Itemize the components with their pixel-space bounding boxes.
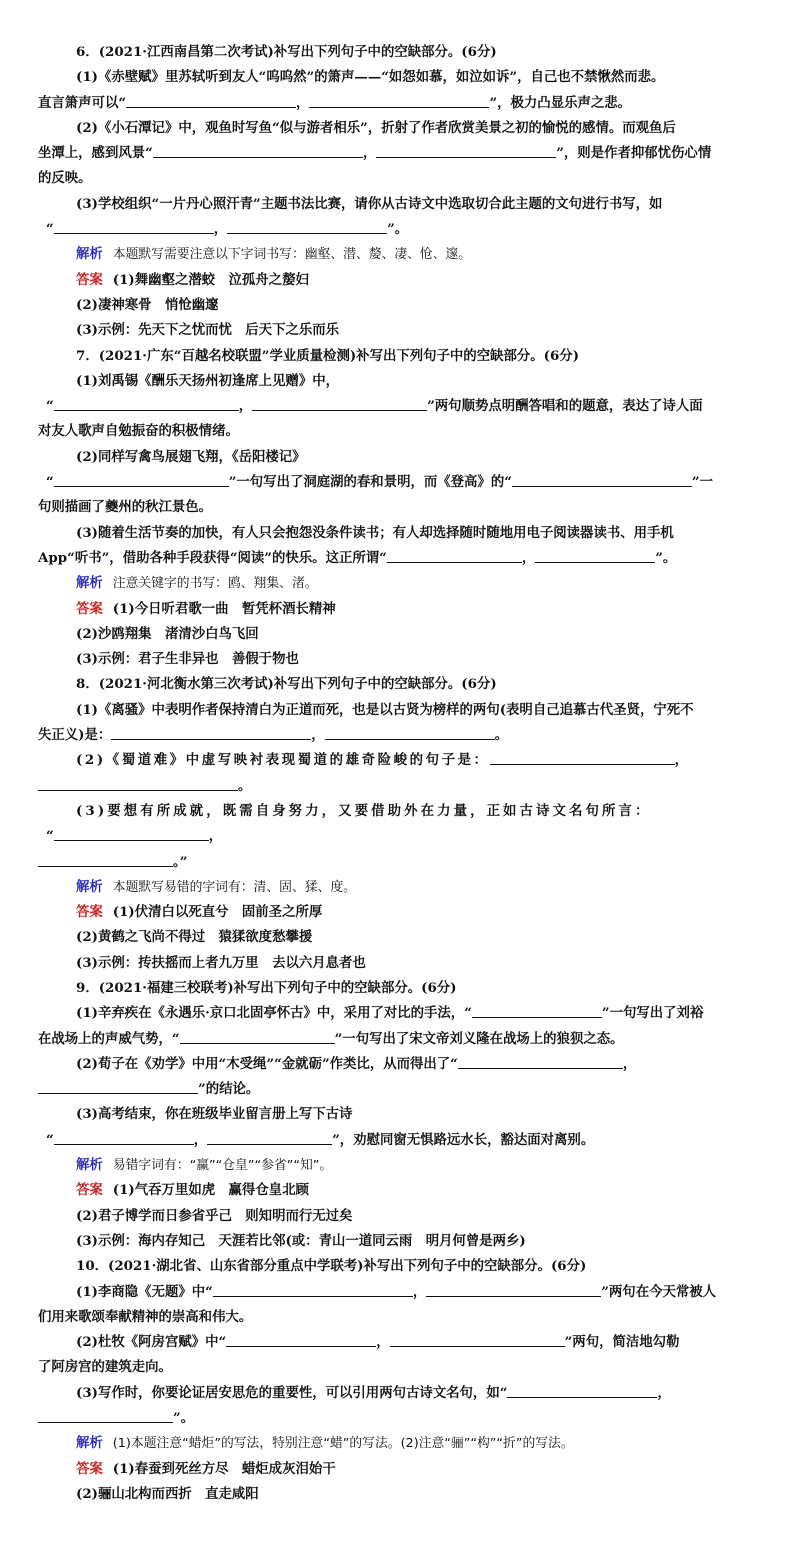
q6-line: 坐潭上，感到风景“ ， ”，则是作者抑郁忧伤心情: [38, 145, 712, 162]
q10-line: (3)写作时，你要论证居安思危的重要性，可以引用两句古诗文名句，如“ ，: [76, 1384, 671, 1401]
answer-blank: [512, 473, 692, 487]
q10-title: 10．(2021·湖北省、山东省部分重点中学联考)补写出下列句子中的空缺部分。(6分): [76, 1258, 587, 1275]
q8-line: 。: [38, 774, 756, 799]
q7-answer: (3)示例：君子生非异也 善假于物也: [76, 651, 299, 668]
q8-line: (2)《蜀道难》中虚写映衬表现蜀道的雄奇险峻的句子是： ，: [76, 752, 691, 769]
q6-line: (2)《小石潭记》中，观鱼时写鱼“似与游者相乐”，折射了作者欣赏美景之初的愉悦的感情。而观鱼后: [76, 119, 676, 136]
q6-answer: (3)示例：先天下之忧而忧 后天下之乐而乐: [76, 322, 340, 339]
answer-blank: [309, 94, 489, 108]
q7-line: (1)刘禹锡《酬乐天扬州初逢席上见赠》中，: [76, 372, 340, 389]
q7-title: 7．(2021·广东“百越名校联盟”学业质量检测)补写出下列句子中的空缺部分。(6分): [76, 347, 580, 364]
answer-blank: [38, 853, 173, 867]
answer-blank: [38, 1409, 173, 1423]
answer-blank: [38, 777, 238, 791]
answer-blank: [252, 397, 427, 411]
answer-blank: [126, 94, 296, 108]
answer-blank: [213, 1283, 413, 1297]
answer-blank: [54, 827, 209, 841]
q7-line: “ ”一句写出了洞庭湖的春和景明，而《登高》的“ ”一: [46, 474, 714, 491]
q10-analysis: 解析 (1)本题注意“蜡炬”的写法，特别注意“蜡”的写法。(2)注意“骊”“构”“折”的写法。: [76, 1435, 574, 1452]
q9-title: 9．(2021·福建三校联考)补写出下列句子中的空缺部分。(6分): [76, 979, 457, 996]
q8-analysis: 解析 本题默写易错的字词有：清、固、猱、度。: [76, 878, 356, 895]
answer-blank: [458, 1055, 623, 1069]
q10-answer: (2)骊山北构而西折 直走咸阳: [76, 1485, 259, 1502]
q7-line: 对友人歌声自勉振奋的积极情绪。: [38, 423, 239, 440]
answer-blank: [227, 220, 387, 234]
q10-line: (2)杜牧《阿房宫赋》中“ ， ”两句，简洁地勾勒: [76, 1334, 680, 1351]
q7-line: (3)随着生活节奏的加快，有人只会抱怨没条件读书；有人却选择随时随地用电子阅读器读书、用手机: [76, 524, 674, 541]
answer-blank: [490, 751, 675, 765]
q9-answer: (2)君子博学而日参省乎己 则知明而行无过矣: [76, 1207, 353, 1224]
q7-answer: (2)沙鸥翔集 渚清沙白鸟飞回: [76, 625, 259, 642]
q9-line: 在战场上的声威气势，“ ”一句写出了宋文帝刘义隆在战场上的狼狈之态。: [38, 1030, 624, 1047]
answer-blank: [54, 1131, 194, 1145]
answer-blank: [54, 220, 214, 234]
q8-line: (3)要想有所成就，既需自身努力，又要借助外在力量，正如古诗文名句所言：: [76, 802, 652, 819]
q6-line: “ ， ”。: [46, 221, 409, 238]
q8-answer: 答案 (1)伏清白以死直兮 固前圣之所厚: [76, 904, 323, 921]
q8-answer: (2)黄鹤之飞尚不得过 猿猱欲度愁攀援: [76, 929, 313, 946]
answer-blank: [111, 726, 311, 740]
answer-blank: [54, 397, 239, 411]
answer-blank: [38, 1080, 198, 1094]
answer-blank: [153, 144, 363, 158]
q6-title: 6．(2021·江西南昌第二次考试)补写出下列句子中的空缺部分。(6分): [76, 44, 497, 60]
answer-blank: [207, 1131, 332, 1145]
q9-answer: (3)示例：海内存知己 天涯若比邻(或：青山一道同云雨 明月何曾是两乡): [76, 1232, 526, 1249]
q7-line: 句则描画了夔州的秋江景色。: [38, 499, 213, 516]
answer-blank: [226, 1333, 376, 1347]
q7-analysis: 解析 注意关键字的书写：鸥、翔集、渚。: [76, 575, 318, 592]
answer-blank: [180, 1030, 335, 1044]
q9-line: (1)辛弃疾在《永遇乐·京口北固亭怀古》中，采用了对比的手法，“ ”一句写出了刘裕: [76, 1005, 704, 1022]
q7-line: “ ， ”两句顺势点明酬答唱和的题意，表达了诗人面: [46, 398, 703, 415]
q10-line: 了阿房宫的建筑走向。: [38, 1359, 172, 1376]
q10-answer: 答案 (1)春蚕到死丝方尽 蜡炬成灰泪始干: [76, 1460, 336, 1477]
answer-blank: [535, 549, 655, 563]
q7-line: App“听书”，借助各种手段获得“阅读”的快乐。这正所谓“ ， ”。: [38, 549, 677, 566]
q6-answer: (2)凄神寒骨 悄怆幽邃: [76, 296, 219, 313]
q8-line: 失正义)是： ， 。: [38, 727, 509, 744]
q7-line: (2)同样写禽鸟展翅飞翔，《岳阳楼记》: [76, 448, 306, 465]
q10-line: 们用来歌颂奉献精神的崇高和伟大。: [38, 1308, 253, 1325]
q6-line: (3)学校组织“一片丹心照汗青”主题书法比赛，请你从古诗文中选取切合此主题的文句进行书写，如: [76, 195, 663, 212]
q8-line: “ ，: [46, 828, 223, 845]
q9-analysis: 解析 易错字词有：“赢”“仓皇”“参省”“知”。: [76, 1157, 333, 1174]
q8-line: (1)《离骚》中表明作者保持清白为正道而死，也是以古贤为榜样的两句(表明自己追慕古代圣贤，宁死不: [76, 701, 694, 718]
answer-blank: [390, 1333, 565, 1347]
answer-blank: [376, 144, 556, 158]
q9-line: ”的结论。: [38, 1077, 756, 1102]
q9-line: (2)荀子在《劝学》中用“木受绳”“金就砺”作类比，从而得出了“ ，: [76, 1055, 637, 1072]
q6-line: 直言箫声可以“ ， ”，极力凸显乐声之悲。: [38, 94, 632, 111]
q6-line: 的反映。: [38, 170, 92, 187]
q7-answer: 答案 (1)今日听君歌一曲 暂凭杯酒长精神: [76, 600, 336, 617]
answer-blank: [54, 473, 229, 487]
answer-blank: [472, 1004, 602, 1018]
answer-blank: [325, 726, 495, 740]
q6-line: (1)《赤壁赋》里苏轼听到友人“呜呜然”的箫声——“如怨如慕，如泣如诉”，自己也不禁愀然而悲。: [76, 69, 665, 86]
q8-line: 。”: [38, 850, 756, 875]
q9-answer: 答案 (1)气吞万里如虎 赢得仓皇北顾: [76, 1182, 309, 1199]
q10-line: (1)李商隐《无题》中“ ， ”两句在今天常被人: [76, 1283, 717, 1300]
answer-blank: [387, 549, 522, 563]
q8-title: 8．(2021·河北衡水第三次考试)补写出下列句子中的空缺部分。(6分): [76, 676, 497, 693]
answer-blank: [426, 1283, 601, 1297]
answer-blank: [507, 1384, 657, 1398]
q9-line: “ ， ”，劝慰同窗无惧路远水长，豁达面对离别。: [46, 1131, 595, 1148]
q6-answer: 答案 (1)舞幽壑之潜蛟 泣孤舟之嫠妇: [76, 271, 309, 288]
q6-analysis: 解析 本题默写需要注意以下字词书写：幽壑、潜、嫠、凄、怆、邃。: [76, 246, 472, 263]
q10-line: ”。: [38, 1406, 756, 1431]
q9-line: (3)高考结束，你在班级毕业留言册上写下古诗: [76, 1106, 353, 1123]
q8-answer: (3)示例：抟扶摇而上者九万里 去以六月息者也: [76, 954, 366, 971]
